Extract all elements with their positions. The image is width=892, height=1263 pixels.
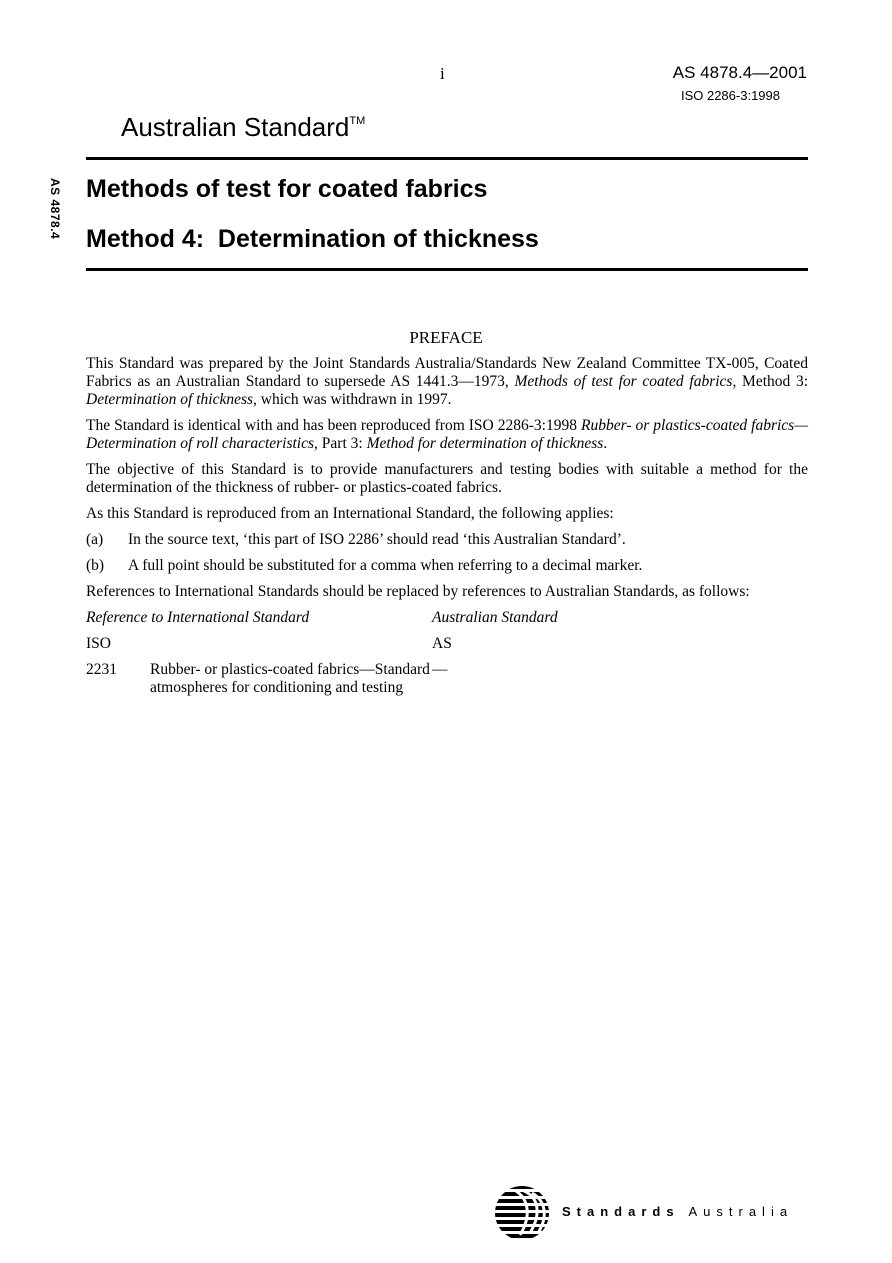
list-item-text: A full point should be substituted for a comma when referring to a decimal marker. [128,557,643,574]
iso-number: ISO 2286-3:1998 [680,88,780,103]
list-item [86,531,808,549]
preface-paragraph-2: The Standard is identical with and has been reproduced from ISO 2286-3:1998 Rubber- or plastics-coated fabrics—Determination of roll characteristics, Part 3: Method for determination of thickness. [86,417,808,452]
document-subtitle: Method 4: Determination of thickness [86,225,539,253]
brand-name: Australian Standard [121,112,350,142]
column-iso: ISO [86,635,111,652]
header-australian-standard: Australian Standard [432,609,558,626]
standards-australia-logo-icon [494,1183,554,1243]
table-row [86,661,808,705]
preface-body [86,355,808,705]
header-reference-international: Reference to International Standard [86,609,310,626]
iso-title-cell: Rubber- or plastics-coated fabrics—Standard atmospheres for conditioning and testing [150,661,430,696]
preface-heading: PREFACE [409,328,483,347]
footer-brand [562,1204,793,1219]
standard-number: AS 4878.4—2001 [672,63,807,82]
document-title: Methods of test for coated fabrics [86,175,488,203]
page-number: i [440,64,445,83]
preface-paragraph-4: As this Standard is reproduced from an International Standard, the following applies: [86,505,614,522]
preface-paragraph-3: The objective of this Standard is to provide manufacturers and testing bodies with suitable a method for the determination of the thickness of rubber- or plastics-coated fabrics. [86,461,808,496]
preface-paragraph-5: References to International Standards should be replaced by references to Australian Standards, as follows: [86,583,750,600]
brand-title [121,112,365,143]
side-label: AS 4878.4 [48,178,62,240]
bottom-rule [86,268,808,271]
list-item-label: (a) [86,531,104,548]
iso-number-cell: 2231 [86,661,117,678]
footer-brand-regular: Australia [688,1204,794,1219]
reference-table [86,609,808,705]
table-header-row [86,609,808,635]
footer-brand-bold: Standards [562,1204,680,1219]
list-item-label: (b) [86,557,105,574]
column-as: AS [432,635,452,652]
trademark-mark: TM [349,115,366,128]
top-rule [86,157,808,160]
list-item-text: In the source text, ‘this part of ISO 2286’ should read ‘this Australian Standard’. [128,531,626,548]
as-cell: — [432,661,448,678]
list-item [86,557,808,575]
table-subheader-row [86,635,808,661]
preface-paragraph-1: This Standard was prepared by the Joint Standards Australia/Standards New Zealand Committee TX-005, Coated Fabrics as an Australian Standard to supersede AS 1441.3—1973, Methods of test for coated fabrics, Method 3: Determination of thickness, which was withdrawn in 1997. [86,355,809,408]
